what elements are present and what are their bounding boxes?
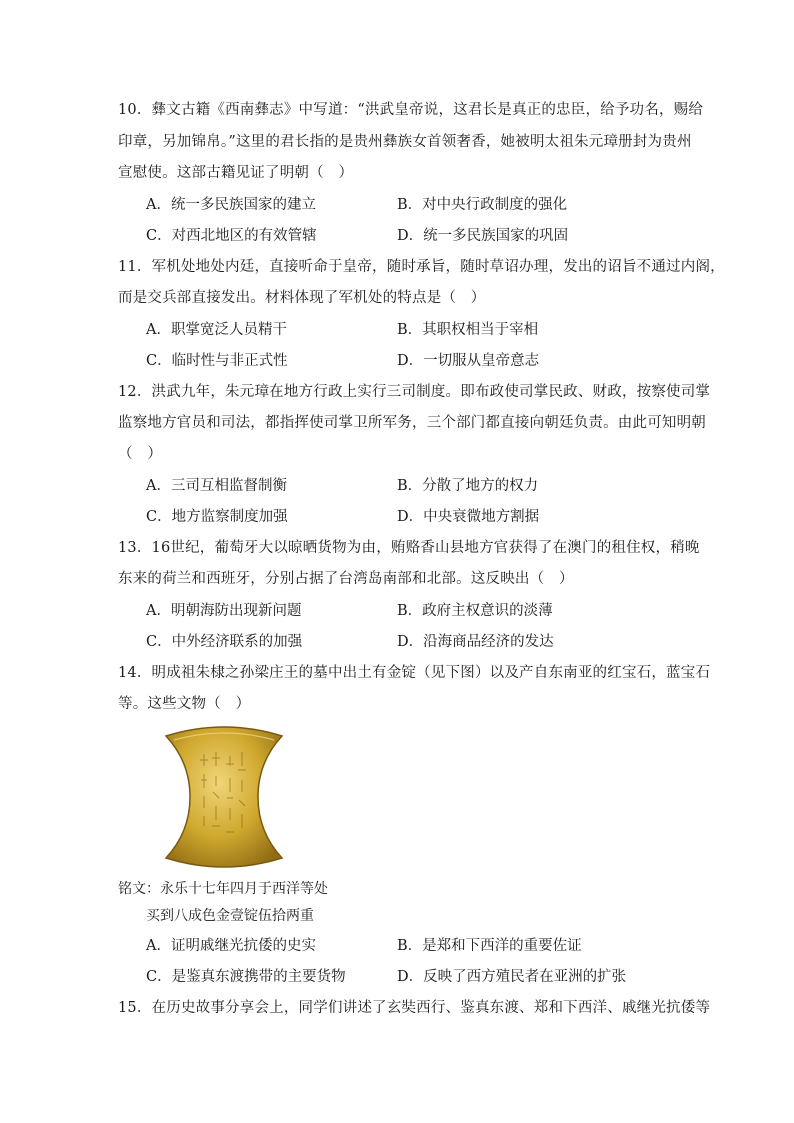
q12-line-3: （ ） [118, 446, 163, 462]
q13-line-1: 13．16世纪，葡萄牙大以晾晒货物为由，贿赂香山县地方官获得了在澳门的租住权，稍晚 [118, 540, 700, 556]
q11-option-d[interactable]: D．一切服从皇帝意志 [397, 353, 540, 369]
gold-ingot-icon [160, 722, 288, 872]
q14-option-a[interactable]: A．证明戚继光抗倭的史实 [146, 938, 316, 954]
q15-line-1: 15．在历史故事分享会上，同学们讲述了玄奘西行、鉴真东渡、郑和下西洋、戚继光抗倭等 [118, 1000, 711, 1016]
ingot-inscription-line-2: 买到八成色金壹锭伍拾两重 [146, 908, 314, 924]
q11-line-1: 11．军机处地处内廷，直接听命于皇帝，随时承旨，随时草诏办理，发出的诏旨不通过内阁， [118, 259, 725, 275]
q14-line-1: 14．明成祖朱棣之孙梁庄王的墓中出土有金锭（见下图）以及产自东南亚的红宝石，蓝宝石 [118, 665, 711, 681]
q10-option-a[interactable]: A．统一多民族国家的建立 [146, 197, 316, 213]
q13-option-c[interactable]: C．中外经济联系的加强 [146, 634, 303, 650]
q14-line-2: 等。这些文物（ ） [118, 696, 251, 712]
q13-option-b[interactable]: B．政府主权意识的淡薄 [397, 603, 553, 619]
q10-option-b[interactable]: B．对中央行政制度的强化 [397, 197, 568, 213]
q11-line-2: 而是交兵部直接发出。材料体现了军机处的特点是（ ） [118, 290, 486, 306]
q11-option-a[interactable]: A．职掌宽泛人员精干 [146, 322, 287, 338]
q12-option-a[interactable]: A．三司互相监督制衡 [146, 478, 287, 494]
q12-line-2: 监察地方官员和司法，都指挥使司掌卫所军务，三个部门都直接向朝廷负责。由此可知明朝 [118, 415, 706, 431]
q12-option-c[interactable]: C．地方监察制度加强 [146, 509, 288, 525]
q10-option-c[interactable]: C．对西北地区的有效管辖 [146, 228, 317, 244]
gold-ingot-image [160, 722, 288, 872]
q10-line-3: 宣慰使。这部古籍见证了明朝（ ） [118, 165, 354, 181]
ingot-inscription-line-1: 铭文：永乐十七年四月于西洋等处 [118, 881, 328, 897]
q14-option-c[interactable]: C．是鉴真东渡携带的主要货物 [146, 969, 346, 985]
q10-option-d[interactable]: D．统一多民族国家的巩固 [397, 228, 569, 244]
q13-line-2: 东来的荷兰和西班牙，分别占据了台湾岛南部和北部。这反映出（ ） [118, 571, 574, 587]
q14-option-b[interactable]: B．是郑和下西洋的重要佐证 [397, 938, 582, 954]
q11-option-b[interactable]: B．其职权相当于宰相 [397, 322, 539, 338]
q12-line-1: 12．洪武九年，朱元璋在地方行政上实行三司制度。即布政使司掌民政、财政，按察使司掌 [118, 384, 711, 400]
q13-option-a[interactable]: A．明朝海防出现新问题 [146, 603, 302, 619]
q12-option-d[interactable]: D．中央衰微地方割据 [397, 509, 540, 525]
q13-option-d[interactable]: D．沿海商品经济的发达 [397, 634, 554, 650]
q10-line-2: 印章，另加锦帛。”这里的君长指的是贵州彝族女首领奢香，她被明太祖朱元璋册封为贵州 [118, 134, 692, 150]
q10-line-1: 10．彝文古籍《西南彝志》中写道：“洪武皇帝说，这君长是真正的忠臣，给予功名，赐给 [118, 102, 704, 118]
q14-option-d[interactable]: D．反映了西方殖民者在亚洲的扩张 [397, 969, 627, 985]
q11-option-c[interactable]: C．临时性与非正式性 [146, 353, 288, 369]
q12-option-b[interactable]: B．分散了地方的权力 [397, 478, 539, 494]
